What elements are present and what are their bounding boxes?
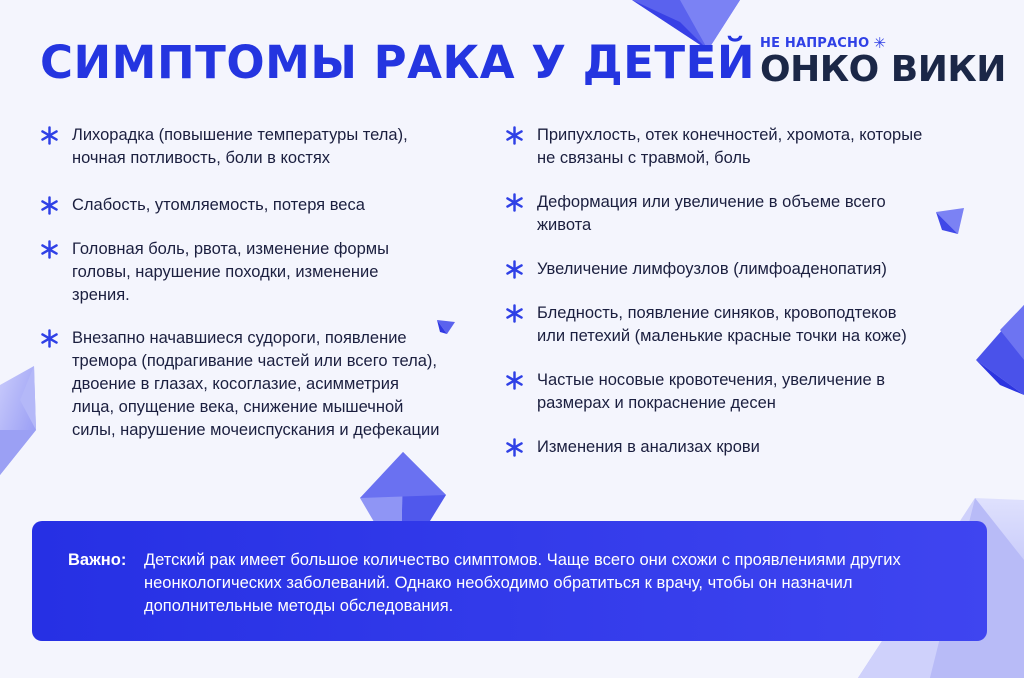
list-item	[40, 194, 440, 217]
asterisk-bullet-icon	[40, 238, 72, 261]
brand-logo	[760, 34, 1006, 90]
asterisk-bullet-icon	[505, 369, 537, 392]
crystal-left-edge	[0, 366, 36, 475]
symptoms-list-left	[40, 124, 440, 463]
asterisk-icon: ✳	[873, 34, 887, 52]
asterisk-bullet-icon	[505, 124, 537, 147]
list-item	[505, 191, 925, 237]
list-item	[505, 124, 925, 170]
important-notice	[32, 521, 987, 641]
symptom-text: Внезапно начавшиеся судороги, появление тремора (подрагивание частей или всего тела), двоение в глазах, косоглазие, асимметрия лица, опущение века, снижение мышечной силы, нарушение мочеиспускания и дефекации	[72, 329, 440, 439]
asterisk-bullet-icon	[40, 194, 72, 217]
symptom-text: Припухлость, отек конечностей, хромота, которые не связаны с травмой, боль	[537, 126, 923, 167]
notice-text: Детский рак имеет большое количество симптомов. Чаще всего они схожи с проявлениями других неонкологических заболеваний. Однако необходимо обратиться к врачу, чтобы он назначил дополнительные методы обследования.	[144, 551, 901, 615]
logo-tagline-text: НЕ НАПРАСНО	[760, 36, 870, 51]
asterisk-bullet-icon	[505, 191, 537, 214]
logo-name: ОНКО ВИКИ	[760, 49, 1006, 90]
page-title: СИМПТОМЫ РАКА У ДЕТЕЙ	[40, 36, 756, 89]
symptom-text: Лихорадка (повышение температуры тела), ночная потливость, боли в костях	[72, 126, 408, 167]
list-item	[505, 369, 925, 415]
list-item	[505, 302, 925, 348]
symptom-text: Увеличение лимфоузлов (лимфоаденопатия)	[537, 260, 887, 278]
crystal-right-edge	[976, 305, 1024, 395]
crystal-small-right	[936, 208, 964, 234]
list-item	[40, 124, 440, 170]
list-item	[40, 327, 440, 442]
asterisk-bullet-icon	[505, 258, 537, 281]
symptom-text: Изменения в анализах крови	[537, 438, 760, 456]
symptom-text: Деформация или увеличение в объеме всего живота	[537, 193, 886, 234]
list-item	[505, 258, 925, 281]
notice-label: Важно:	[68, 551, 127, 569]
asterisk-bullet-icon	[40, 327, 72, 350]
asterisk-bullet-icon	[505, 436, 537, 459]
symptom-text: Головная боль, рвота, изменение формы головы, нарушение походки, изменение зрения.	[72, 240, 389, 304]
symptom-text: Бледность, появление синяков, кровоподтеков или петехий (маленькие красные точки на коже)	[537, 304, 907, 345]
symptoms-list-right	[505, 124, 925, 480]
symptom-text: Слабость, утомляемость, потеря веса	[72, 196, 365, 214]
asterisk-bullet-icon	[505, 302, 537, 325]
asterisk-bullet-icon	[40, 124, 72, 147]
list-item	[505, 436, 925, 459]
list-item	[40, 238, 440, 307]
symptom-text: Частые носовые кровотечения, увеличение в размерах и покраснение десен	[537, 371, 885, 412]
